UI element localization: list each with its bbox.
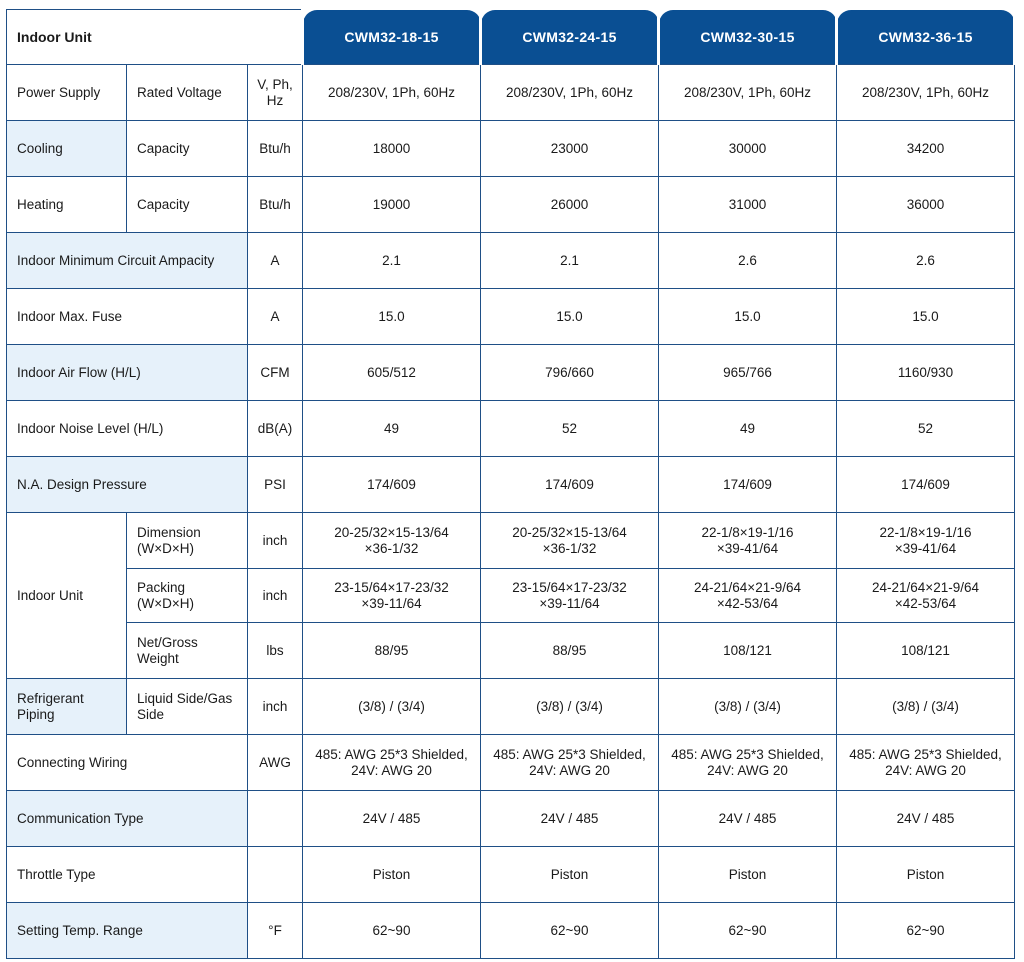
row-wiring: [7, 735, 1015, 791]
cell-value: 20-25/32×15-13/64 ×36-1/32: [481, 513, 659, 569]
row-label: Communication Type: [7, 791, 248, 847]
cell-value: 15.0: [659, 289, 837, 345]
cell-value: 18000: [303, 121, 481, 177]
cell-value: 108/121: [837, 623, 1015, 679]
cell-value: 24V / 485: [303, 791, 481, 847]
row-cooling: [7, 121, 1015, 177]
cell-value: Piston: [481, 847, 659, 903]
row-label: Heating: [7, 177, 127, 233]
row-label: Indoor Minimum Circuit Ampacity: [7, 233, 248, 289]
cell-value: 174/609: [659, 457, 837, 513]
cell-value: 108/121: [659, 623, 837, 679]
cell-value: 62~90: [303, 903, 481, 959]
cell-value: 20-25/32×15-13/64 ×36-1/32: [303, 513, 481, 569]
row-unit: AWG: [248, 735, 303, 791]
cell-value: 174/609: [837, 457, 1015, 513]
cell-value: 24V / 485: [659, 791, 837, 847]
cell-value: 26000: [481, 177, 659, 233]
cell-value: (3/8) / (3/4): [481, 679, 659, 735]
row-label: Indoor Unit: [7, 513, 127, 679]
row-pressure: [7, 457, 1015, 513]
cell-value: 23-15/64×17-23/32 ×39-11/64: [481, 569, 659, 623]
row-label: Indoor Noise Level (H/L): [7, 401, 248, 457]
row-sublabel: Packing (W×D×H): [127, 569, 248, 623]
row-piping: [7, 679, 1015, 735]
model-header: CWM32-18-15: [303, 10, 481, 65]
row-noise: [7, 401, 1015, 457]
cell-value: 88/95: [481, 623, 659, 679]
cell-value: 62~90: [837, 903, 1015, 959]
cell-value: 208/230V, 1Ph, 60Hz: [481, 65, 659, 121]
cell-value: 605/512: [303, 345, 481, 401]
row-unit: inch: [248, 513, 303, 569]
cell-value: (3/8) / (3/4): [303, 679, 481, 735]
row-label: Throttle Type: [7, 847, 248, 903]
cell-value: 2.1: [303, 233, 481, 289]
cell-value: 208/230V, 1Ph, 60Hz: [659, 65, 837, 121]
spec-table-container: [6, 9, 1016, 959]
cell-value: 208/230V, 1Ph, 60Hz: [837, 65, 1015, 121]
cell-value: 62~90: [659, 903, 837, 959]
cell-value: 15.0: [837, 289, 1015, 345]
cell-value: 2.6: [837, 233, 1015, 289]
row-dimension: [7, 513, 1015, 569]
cell-value: 174/609: [481, 457, 659, 513]
row-unit: dB(A): [248, 401, 303, 457]
cell-value: 796/660: [481, 345, 659, 401]
row-sublabel: Capacity: [127, 177, 248, 233]
row-sublabel: Net/Gross Weight: [127, 623, 248, 679]
cell-value: 52: [837, 401, 1015, 457]
row-temp-range: [7, 903, 1015, 959]
row-throttle: [7, 847, 1015, 903]
row-unit: A: [248, 289, 303, 345]
row-sublabel: Capacity: [127, 121, 248, 177]
cell-value: 965/766: [659, 345, 837, 401]
cell-value: 24V / 485: [481, 791, 659, 847]
cell-value: 24-21/64×21-9/64 ×42-53/64: [837, 569, 1015, 623]
row-unit: °F: [248, 903, 303, 959]
cell-value: 49: [659, 401, 837, 457]
cell-value: 24-21/64×21-9/64 ×42-53/64: [659, 569, 837, 623]
row-unit: [248, 791, 303, 847]
cell-value: 485: AWG 25*3 Shielded, 24V: AWG 20: [837, 735, 1015, 791]
cell-value: 62~90: [481, 903, 659, 959]
row-mca: [7, 233, 1015, 289]
row-sublabel: Liquid Side/Gas Side: [127, 679, 248, 735]
cell-value: 23000: [481, 121, 659, 177]
table-title: Indoor Unit: [7, 10, 303, 65]
cell-value: 485: AWG 25*3 Shielded, 24V: AWG 20: [481, 735, 659, 791]
row-unit: CFM: [248, 345, 303, 401]
cell-value: 174/609: [303, 457, 481, 513]
row-label: Power Supply: [7, 65, 127, 121]
row-label: Setting Temp. Range: [7, 903, 248, 959]
cell-value: 1160/930: [837, 345, 1015, 401]
row-label: Indoor Air Flow (H/L): [7, 345, 248, 401]
cell-value: 15.0: [303, 289, 481, 345]
row-unit: Btu/h: [248, 177, 303, 233]
model-header: CWM32-24-15: [481, 10, 659, 65]
row-label: Cooling: [7, 121, 127, 177]
row-unit: Btu/h: [248, 121, 303, 177]
row-unit: lbs: [248, 623, 303, 679]
cell-value: 88/95: [303, 623, 481, 679]
cell-value: 49: [303, 401, 481, 457]
model-header: CWM32-36-15: [837, 10, 1015, 65]
cell-value: 22-1/8×19-1/16 ×39-41/64: [837, 513, 1015, 569]
row-sublabel: Dimension (W×D×H): [127, 513, 248, 569]
model-header: CWM32-30-15: [659, 10, 837, 65]
cell-value: 485: AWG 25*3 Shielded, 24V: AWG 20: [659, 735, 837, 791]
cell-value: (3/8) / (3/4): [837, 679, 1015, 735]
row-max-fuse: [7, 289, 1015, 345]
cell-value: 2.1: [481, 233, 659, 289]
cell-value: 19000: [303, 177, 481, 233]
cell-value: 31000: [659, 177, 837, 233]
row-label: Connecting Wiring: [7, 735, 248, 791]
cell-value: 208/230V, 1Ph, 60Hz: [303, 65, 481, 121]
cell-value: 2.6: [659, 233, 837, 289]
row-weight: [7, 623, 1015, 679]
row-heating: [7, 177, 1015, 233]
cell-value: Piston: [659, 847, 837, 903]
row-unit: PSI: [248, 457, 303, 513]
cell-value: 30000: [659, 121, 837, 177]
row-communication: [7, 791, 1015, 847]
cell-value: 22-1/8×19-1/16 ×39-41/64: [659, 513, 837, 569]
cell-value: Piston: [303, 847, 481, 903]
row-sublabel: Rated Voltage: [127, 65, 248, 121]
cell-value: 23-15/64×17-23/32 ×39-11/64: [303, 569, 481, 623]
cell-value: 24V / 485: [837, 791, 1015, 847]
cell-value: 15.0: [481, 289, 659, 345]
row-unit: inch: [248, 679, 303, 735]
cell-value: 485: AWG 25*3 Shielded, 24V: AWG 20: [303, 735, 481, 791]
row-air-flow: [7, 345, 1015, 401]
row-label: Indoor Max. Fuse: [7, 289, 248, 345]
header-row: [7, 10, 1015, 65]
cell-value: 34200: [837, 121, 1015, 177]
row-unit: V, Ph, Hz: [248, 65, 303, 121]
cell-value: 36000: [837, 177, 1015, 233]
row-packing: [7, 569, 1015, 623]
row-unit: [248, 847, 303, 903]
row-unit: A: [248, 233, 303, 289]
spec-table: [6, 9, 1016, 959]
cell-value: Piston: [837, 847, 1015, 903]
row-label: N.A. Design Pressure: [7, 457, 248, 513]
row-power-supply: [7, 65, 1015, 121]
cell-value: 52: [481, 401, 659, 457]
row-label: Refrigerant Piping: [7, 679, 127, 735]
row-unit: inch: [248, 569, 303, 623]
cell-value: (3/8) / (3/4): [659, 679, 837, 735]
